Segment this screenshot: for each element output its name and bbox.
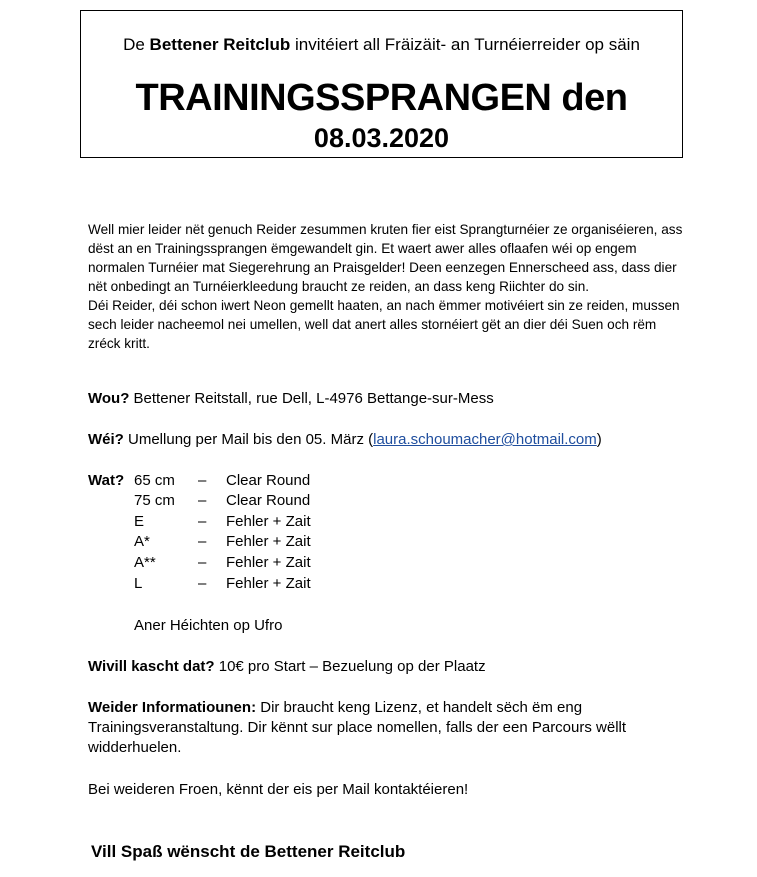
- class-row: [134, 554, 434, 574]
- what-label: Wat?: [88, 472, 125, 489]
- how-line: [88, 430, 602, 450]
- class-description: Fehler + Zait: [226, 533, 311, 550]
- page-title: TRAININGSSPRANGEN den: [135, 77, 628, 119]
- class-level: A*: [134, 533, 150, 550]
- class-level: A**: [134, 554, 156, 571]
- more-info-value: Dir braucht keng Lizenz, et handelt sëch ëm eng Trainingsveranstaltung. Dir kënnt sur place nomellen, falls der een Parcours wëllt widderhuelen.: [88, 699, 627, 756]
- where-value: Bettener Reitstall, rue Dell, L-4976 Bettange-sur-Mess: [129, 390, 494, 407]
- class-description: Clear Round: [226, 472, 311, 489]
- class-dash: –: [198, 513, 207, 530]
- class-dash: –: [198, 554, 207, 571]
- how-label: Wéi?: [88, 431, 124, 448]
- class-level: 75 cm: [134, 492, 175, 509]
- class-dash: –: [198, 575, 207, 592]
- class-description: Fehler + Zait: [226, 513, 311, 530]
- more-info-label: Weider Informatiounen:: [88, 699, 257, 716]
- class-row: [134, 472, 434, 492]
- class-level: E: [134, 513, 145, 530]
- class-description: Fehler + Zait: [226, 554, 311, 571]
- class-description: Clear Round: [226, 492, 311, 509]
- where-label: Wou?: [88, 390, 130, 407]
- class-row: [134, 575, 434, 595]
- class-dash: –: [198, 492, 207, 509]
- cost-line: [88, 657, 486, 677]
- class-dash: –: [198, 533, 207, 550]
- questions-line: Bei weideren Froen, kënnt der eis per Mail kontaktéieren!: [88, 781, 469, 798]
- intro-suffix: invitéiert all Fräizäit- an Turnéierreider op säin: [290, 35, 640, 54]
- invitation-line: [81, 35, 682, 55]
- intro-prefix: De: [123, 35, 150, 54]
- cost-value: 10€ pro Start – Bezuelung op der Plaatz: [214, 658, 486, 675]
- class-dash: –: [198, 472, 207, 489]
- header-box: [80, 10, 683, 158]
- class-level: L: [134, 575, 143, 592]
- footer-signoff: Vill Spaß wënscht de Bettener Reitclub: [91, 842, 406, 861]
- how-close: ): [596, 431, 602, 448]
- intro-paragraph-1: Well mier leider nët genuch Reider zesummen kruten fier eist Sprangturnéier ze organiséieren, ass dëst an en Trainingssprangen ëmgewandelt gin. Et waert awer alles oflaafen wéi op engem normalen Turnéier mat Siegerehrung an Praisgelder! Deen eenzegen Ennerscheed ass, dass dier nët onbedingt an Turnéierkleedung braucht ze reiden, an dass keng Riichter do sin.: [88, 222, 683, 294]
- other-heights: Aner Héichten op Ufro: [134, 617, 283, 634]
- class-level: 65 cm: [134, 472, 175, 489]
- more-info-block: [88, 698, 668, 758]
- email-link[interactable]: laura.schoumacher@hotmail.com: [373, 431, 597, 448]
- how-text: Umellung per Mail bis den 05. März (: [123, 431, 374, 448]
- class-description: Fehler + Zait: [226, 575, 311, 592]
- class-row: [134, 533, 434, 553]
- class-row: [134, 513, 434, 533]
- cost-label: Wivill kascht dat?: [88, 658, 215, 675]
- class-row: [134, 492, 434, 512]
- event-date: 08.03.2020: [313, 123, 450, 153]
- intro-text: [88, 220, 688, 353]
- intro-paragraph-2: Déi Reider, déi schon iwert Neon gemellt haaten, an nach ëmmer motivéiert sin ze reiden, mussen sech leider nacheemol nei umellen, well dat anert alles stornéiert gët an dier déi Suen och rëm zréck kritt.: [88, 298, 680, 351]
- where-line: [88, 389, 494, 409]
- club-name: Bettener Reitclub: [149, 35, 291, 54]
